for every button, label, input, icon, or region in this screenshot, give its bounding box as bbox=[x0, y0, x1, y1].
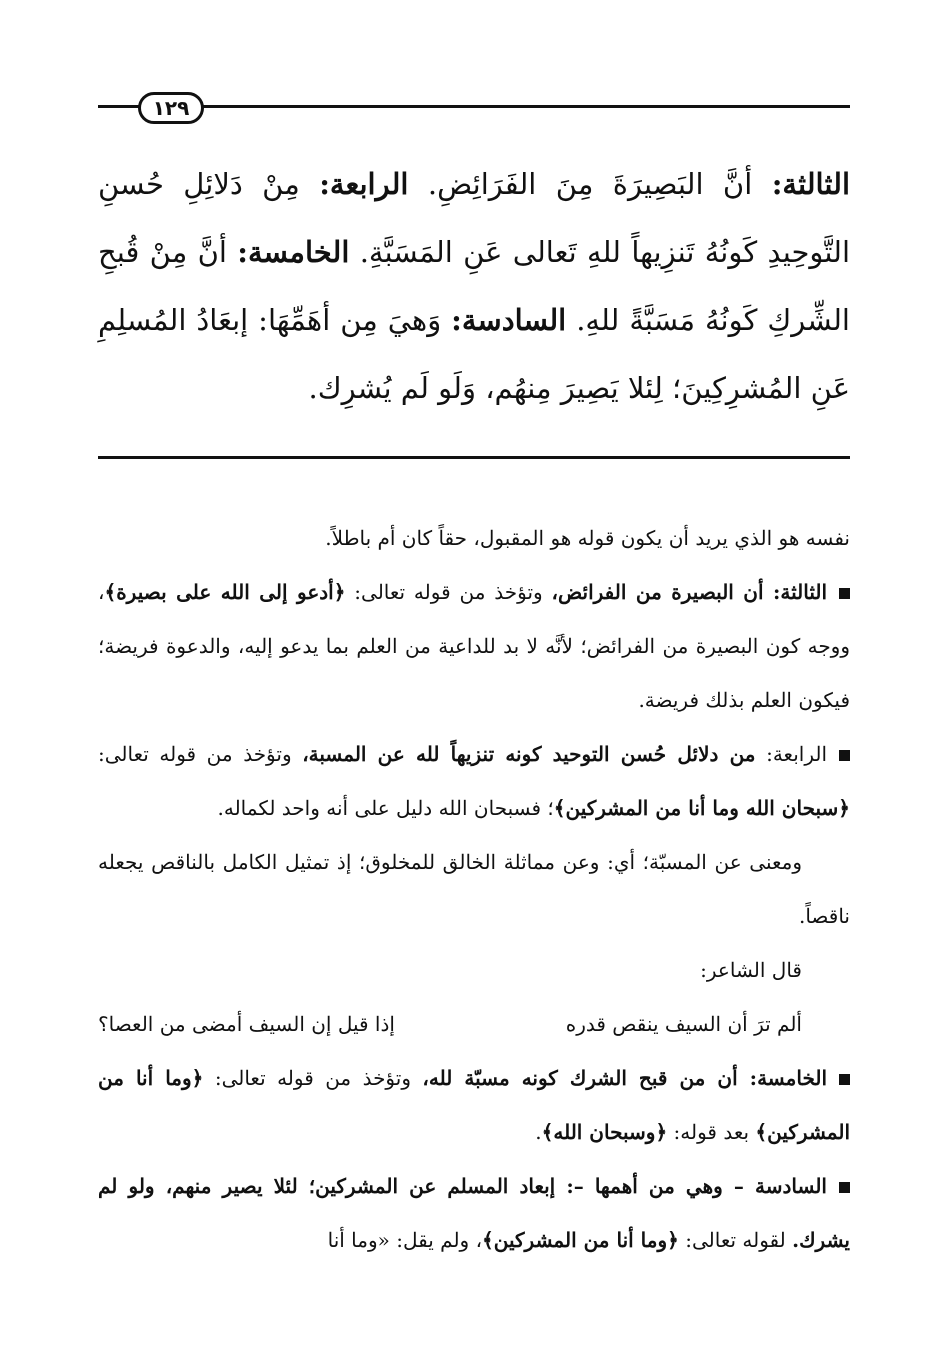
third-quran-quote: ﴿أدعو إلى الله على بصيرة﴾ bbox=[104, 580, 346, 604]
sixth-quran-quote: ﴿وما أنا من المشركين﴾ bbox=[482, 1228, 679, 1252]
commentary-paragraph-fifth bbox=[98, 1051, 850, 1159]
poem-verse bbox=[98, 997, 850, 1051]
square-bullet-icon bbox=[839, 588, 850, 599]
main-text bbox=[98, 150, 850, 422]
fifth-quran-quote-2: ﴿وسبحان الله﴾ bbox=[541, 1120, 668, 1144]
poet-intro: قال الشاعر: bbox=[700, 958, 802, 982]
page-header bbox=[98, 92, 850, 122]
point-label-fifth: الخامسة: bbox=[237, 235, 350, 269]
square-bullet-icon bbox=[839, 1182, 850, 1193]
point-label-fourth: الرابعة: bbox=[319, 167, 409, 201]
sixth-intro: لقوله تعالى: bbox=[678, 1228, 793, 1252]
commentary-paragraph-meaning: ومعنى عن المسبّة؛ أي: وعن مماثلة الخالق للمخلوق؛ إذ تمثيل الكامل بالناقص يجعله ناقصاً. bbox=[98, 850, 850, 928]
point-text-sixth: وَهيَ مِن أهَمِّهَا: إبعَادُ المُسلِمِ عَنِ المُشرِكِينَ؛ لِئلا يَصِيرَ مِنهُم، وَلَو لَم يُشرِك. bbox=[98, 303, 850, 405]
third-heading: الثالثة: أن البصيرة من الفرائض، bbox=[551, 580, 828, 604]
commentary-paragraph-fourth bbox=[98, 727, 850, 835]
point-label-third: الثالثة: bbox=[771, 167, 851, 201]
sixth-continuation: ، ولم يقل: «وما أنا bbox=[327, 1228, 483, 1252]
third-intro: وتؤخذ من قوله تعالى: bbox=[345, 580, 552, 604]
point-text-third: أنَّ البَصِيرَةَ مِنَ الفَرَائِضِ. bbox=[408, 167, 772, 201]
fifth-quran-quote-1: ﴿وما أنا من المشركين﴾ bbox=[98, 1066, 850, 1144]
text-divider bbox=[98, 456, 850, 459]
verse-second-hemistich: إذا قيل إن السيف أمضى من العصا؟ bbox=[98, 1012, 395, 1036]
fourth-explanation: ؛ فسبحان الله دليل على أنه واحد لكماله. bbox=[217, 796, 554, 820]
verse-first-hemistich: ألم ترَ أن السيف ينقص قدره bbox=[565, 1012, 802, 1036]
fourth-label: الرابعة: bbox=[755, 742, 828, 766]
main-paragraph bbox=[98, 150, 850, 422]
page-number: ١٢٩ bbox=[138, 92, 204, 124]
sixth-heading: السادسة – وهي من أهمها –: إبعاد المسلم عن المشركين؛ لئلا يصير منهم، ولو لم يشرك. bbox=[98, 1174, 850, 1252]
commentary bbox=[98, 511, 850, 1267]
fourth-quran-quote: ﴿سبحان الله وما أنا من المشركين﴾ bbox=[553, 796, 850, 820]
fifth-middle: بعد قوله: bbox=[667, 1120, 756, 1144]
commentary-paragraph-sixth bbox=[98, 1159, 850, 1267]
commentary-paragraph-third bbox=[98, 565, 850, 727]
square-bullet-icon bbox=[839, 1074, 850, 1085]
point-label-sixth: السادسة: bbox=[451, 303, 567, 337]
fifth-end: . bbox=[535, 1120, 542, 1144]
header-rule bbox=[98, 105, 850, 108]
fifth-heading: الخامسة: أن من قبح الشرك كونه مسبّة لله، bbox=[422, 1066, 827, 1090]
fifth-intro: وتؤخذ من قوله تعالى: bbox=[203, 1066, 423, 1090]
third-explanation: ، ووجه كون البصيرة من الفرائض؛ لأنَّه لا بد للداعية من العلم بما يدعو إليه، والدعوة فريضة؛ فيكون العلم بذلك فريضة. bbox=[98, 580, 850, 712]
square-bullet-icon bbox=[839, 750, 850, 761]
fourth-intro: وتؤخذ من قوله تعالى: bbox=[98, 742, 303, 766]
commentary-paragraph-1: نفسه هو الذي يريد أن يكون قوله هو المقبول، حقاً كان أم باطلاً. bbox=[325, 526, 850, 550]
point-text-fourth: مِنْ دَلائِلِ حُسنِ التَّوحِيدِ كَونُهُ تَنزِيهاً للهِ تَعالى عَنِ المَسَبَّةِ. bbox=[98, 167, 851, 269]
point-text-fifth: أنَّ مِنْ قُبحِ الشِّركِ كَونُهُ مَسَبَّةً للهِ. bbox=[98, 235, 850, 337]
fourth-heading: من دلائل حُسن التوحيد كونه تنزيهاً لله عن المسبة، bbox=[302, 742, 756, 766]
